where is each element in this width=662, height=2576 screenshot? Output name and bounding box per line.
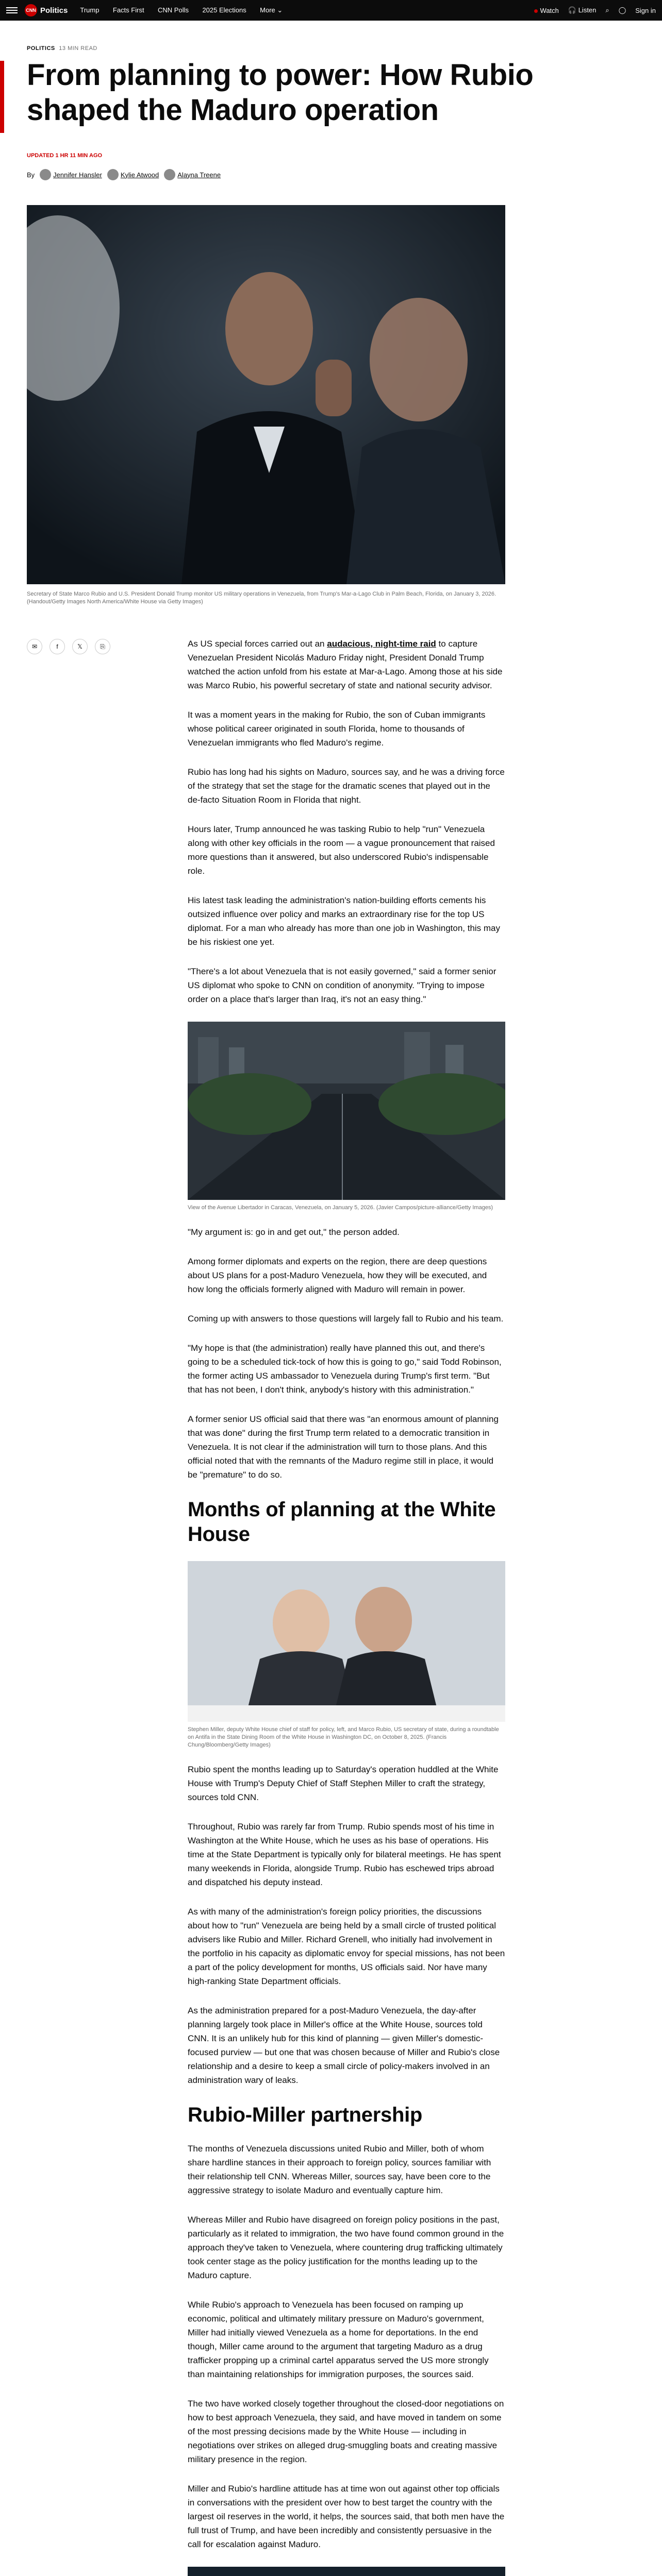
search-icon[interactable]: ⌕ xyxy=(605,6,609,14)
paragraph: As the administration prepared for a post-Maduro Venezuela, the day-after planning largely took place in Miller's office at the White House, sources told CNN. It is an unlikely hub for this kind of planning — given Miller's domestic-focused purview — but one that was chosen because of Miller and Rubio's close relationship and a desire to keep a small circle of policy-makers involved in an administration wary of leaks. xyxy=(188,2006,500,2085)
email-share-icon[interactable]: ✉ xyxy=(27,639,42,654)
paragraph: The months of Venezuela discussions united Rubio and Miller, both of whom share hardline stances in their approach to foreign policy, sources familiar with their relationship tell CNN. Whereas Miller, sources say, have been core to the aggressive strategy to isolate Maduro and eventually capture him. xyxy=(188,2144,491,2195)
author-link-2[interactable]: Kylie Atwood xyxy=(120,171,159,179)
listen-link[interactable]: 🎧 Listen xyxy=(568,6,597,14)
cnn-logo[interactable]: CNN xyxy=(25,4,37,16)
paragraph: While Rubio's approach to Venezuela has been focused on ramping up economic, political and ultimately military pressure on Maduro's government, Miller had initially viewed Venezuela as a home for deportations. In the end though, Miller came around to the argument that targeting Maduro as a drug trafficker propping up a criminal cartel apparatus served the US more strongly than maintaining relationships for immigration purposes, the sources said. xyxy=(188,2300,489,2379)
video-player[interactable] xyxy=(188,2567,505,2576)
paragraph: Throughout, Rubio was rarely far from Trump. Rubio spends most of his time in Washington at the White House, which he uses as his base of operations. His time at the State Department is typically only for bilateral meetings. He has spent many weekends in Florida, alongside Trump. Rubio has eschewed trips abroad and dispatched his deputy instead. xyxy=(188,1822,501,1887)
account-icon[interactable]: ◯ xyxy=(618,6,626,14)
menu-icon[interactable] xyxy=(6,7,18,13)
paragraph: A former senior US official said that there was "an enormous amount of planning that was done" during the first Trump term related to a democratic transition in Venezuela. It is not clear if the administration will turn to those plans. And this official noted that with the remnants of the Maduro regime still in place, it would be "premature" to do so. xyxy=(188,1414,499,1480)
caracas-photo xyxy=(188,1022,505,1200)
caracas-illustration xyxy=(188,1022,505,1200)
updated-timestamp: UPDATED 1 HR 11 MIN AGO xyxy=(27,152,103,159)
section-heading: Rubio-Miller partnership xyxy=(188,2104,423,2126)
author-link-1[interactable]: Jennifer Hansler xyxy=(53,171,102,179)
top-navigation-bar xyxy=(0,0,662,21)
link-share-icon[interactable]: ⎘ xyxy=(95,639,110,654)
facebook-share-icon[interactable]: f xyxy=(49,639,65,654)
paragraph: Miller and Rubio's hardline attitude has at time won out against other top officials in conversations with the president over how to best target the country with the largest oil reserves in the world, it helps, the sources said, that both men have the full trust of Trump, and have been incredibly and consistently persuasive in the call for escalation against Maduro. xyxy=(188,2484,505,2549)
paragraph: "My hope is that (the administration) really have planned this out, and there's going to be a scheduled tick-tock of how this is going to go," said Todd Robinson, the former acting US ambassador to Venezuela during Trump's first term. "But that has not been, I don't think, anybody's history with this administration." xyxy=(188,1343,502,1395)
chevron-down-icon: ⌄ xyxy=(277,6,283,14)
author-avatar xyxy=(164,169,175,180)
inline-link[interactable]: audacious, night-time raid xyxy=(327,639,436,649)
miller-rubio-photo xyxy=(188,1561,505,1722)
paragraph: "My argument is: go in and get out," the person added. xyxy=(188,1227,400,1237)
byline-prefix: By xyxy=(27,171,35,179)
live-dot-icon xyxy=(534,9,538,13)
hero-image xyxy=(27,205,505,584)
author-link-3[interactable]: Alayna Treene xyxy=(177,171,221,179)
figure-caracas xyxy=(188,1022,505,1212)
nav-link-trump[interactable]: Trump xyxy=(80,6,100,14)
sign-in-link[interactable]: Sign in xyxy=(635,6,656,14)
paragraph: "There's a lot about Venezuela that is not easily governed," said a former senior US diplomat who spoke to CNN on condition of anonymity. "Trying to impose order on a place that's larger than Iraq, it's not an easy thing." xyxy=(188,967,496,1004)
nav-link-2025-elections[interactable]: 2025 Elections xyxy=(202,6,246,14)
section-heading: Months of planning at the White House xyxy=(188,1498,496,1546)
nav-link-facts-first[interactable]: Facts First xyxy=(112,6,144,14)
paragraph-text: to capture Venezuelan President Nicolás Maduro Friday night, President Donald Trump watched the action unfold from his estate at Mar-a-Lago. Among those at his side was Marco Rubio, his powerful secretary of state and national security advisor. xyxy=(188,639,503,690)
nav-right xyxy=(534,6,656,14)
paragraph: Whereas Miller and Rubio have disagreed on foreign policy positions in the past, particularly as it related to immigration, the two have found common ground in the approach they've taken to Venezuela, where countering drug trafficking ultimately took center stage as the policy justification for the months leading up to the Maduro capture. xyxy=(188,2215,504,2280)
x-share-icon[interactable]: 𝕏 xyxy=(72,639,88,654)
video-illustration xyxy=(188,2567,505,2576)
nav-link-cnn-polls[interactable]: CNN Polls xyxy=(158,6,189,14)
hero-photo xyxy=(27,205,505,584)
figure-caption: Stephen Miller, deputy White House chief of staff for policy, left, and Marco Rubio, US secretary of state, during a roundtable on Antifa in the State Dining Room of the White House in Washington DC, on October 8, 2025. (Francis Chung/Bloomberg/Getty Images) xyxy=(188,1726,499,1748)
headphones-icon: 🎧 xyxy=(568,6,577,14)
read-time: 13 MIN READ xyxy=(59,45,97,52)
share-bar xyxy=(27,639,110,654)
paragraph: The two have worked closely together throughout the closed-door negotiations on how to best approach Venezuela, they said, and have moved in tandem on some of the most pressing decisions made by the White House — including in negotiations over strikes on alleged drug-smuggling boats and creating massive military presence in the region. xyxy=(188,2399,504,2464)
paragraph: Hours later, Trump announced he was tasking Rubio to help "run" Venezuela along with other key officials in the room — a vague pronouncement that raised more questions than it answered, but also underscored Rubio's indispensable role. xyxy=(188,824,495,876)
section-kicker[interactable]: POLITICS xyxy=(27,45,55,52)
paragraph: Among former diplomats and experts on the region, there are deep questions about US plans for a post-Maduro Venezuela, how they will be executed, and how long the officials formerly aligned with Maduro will remain in power. xyxy=(188,1257,487,1294)
paragraph: As with many of the administration's foreign policy priorities, the discussions about how to "run" Venezuela are being held by a small circle of trusted political advisers like Rubio and Miller. Richard Grenell, who initially had involvement in the portfolio in his capacity as diplomatic envoy for special missions, has not been a part of the policy development for months, US officials said. Nor have many high-ranking State Department officials. xyxy=(188,1907,505,1986)
paragraph: Rubio has long had his sights on Maduro, sources say, and he was a driving force of the strategy that set the stage for the dramatic scenes that played out in the de-facto Situation Room in Florida that night. xyxy=(188,767,505,805)
author-avatar xyxy=(40,169,51,180)
figure-caption: View of the Avenue Libertador in Caracas, Venezuela, on January 5, 2026. (Javier Campos/picture-alliance/Getty Images) xyxy=(188,1205,493,1211)
paragraph-text: As US special forces carried out an xyxy=(188,639,327,649)
figure-miller-rubio xyxy=(188,1561,505,1749)
author-avatar xyxy=(107,169,119,180)
article-kicker xyxy=(27,45,97,52)
paragraph: Coming up with answers to those questions will largely fall to Rubio and his team. xyxy=(188,1314,504,1324)
page-title: From planning to power: How Rubio shaped the Maduro operation xyxy=(27,58,534,127)
nav-link-more[interactable]: More ⌄ xyxy=(260,6,283,14)
nav-links xyxy=(80,6,294,15)
miller-rubio-illustration xyxy=(188,1561,505,1722)
hero-caption: Secretary of State Marco Rubio and U.S. President Donald Trump monitor US military operations in Venezuela, from Trump's Mar-a-Lago Club in Palm Beach, Florida, on January 3, 2026. (Handout/Getty Images North America/White House via Getty Images) xyxy=(27,591,496,605)
accent-bar xyxy=(0,61,4,133)
video-thumbnail[interactable] xyxy=(188,2567,505,2576)
byline xyxy=(27,169,221,180)
paragraph: His latest task leading the administration's nation-building efforts cements his outsized influence over policy and marks an extraordinary rise for the top US diplomat. For a man who already has more than one job in Washington, this may be his riskiest one yet. xyxy=(188,895,501,947)
watch-link[interactable]: Watch xyxy=(534,7,559,14)
paragraph xyxy=(188,637,505,692)
paragraph: It was a moment years in the making for Rubio, the son of Cuban immigrants whose political career originated in south Florida, home to thousands of Venezuelan immigrants who fled Maduro's regime. xyxy=(188,710,486,748)
section-title[interactable]: Politics xyxy=(40,6,68,15)
article-body xyxy=(188,637,505,2576)
paragraph: Rubio spent the months leading up to Saturday's operation huddled at the White House with Trump's Deputy Chief of Staff Stephen Miller to craft the strategy, sources told CNN. xyxy=(188,1765,499,1802)
